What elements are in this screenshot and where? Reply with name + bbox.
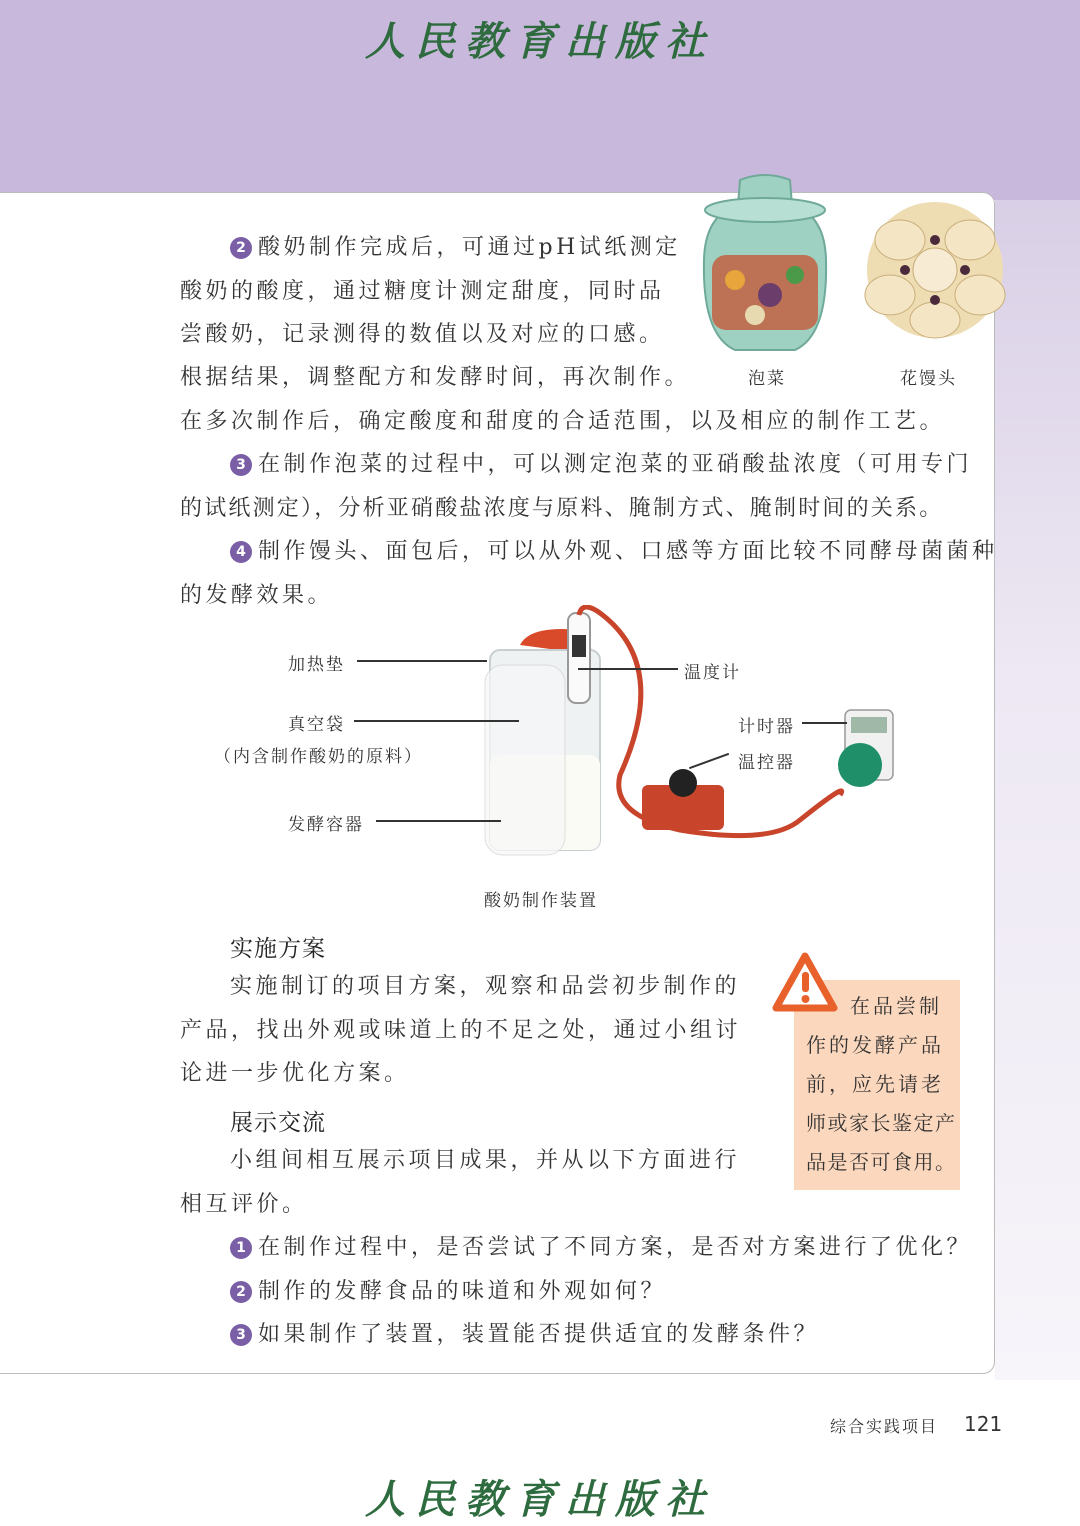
step2-line-2: 酸奶的酸度，通过糖度计测定甜度，同时品 bbox=[180, 279, 665, 304]
label-vacuum-bag: 真空袋 bbox=[288, 715, 345, 735]
evaluation-item-3: 3 如果制作了装置，装置能否提供适宜的发酵条件？ bbox=[230, 1313, 819, 1357]
item2-number-icon: 2 bbox=[230, 1281, 252, 1303]
page-number: 121 bbox=[964, 1412, 1003, 1436]
implementation-line-1: 实施制订的项目方案，观察和品尝初步制作的 bbox=[230, 974, 741, 999]
leader-vacuum-bag bbox=[354, 720, 519, 722]
label-thermostat: 温控器 bbox=[738, 753, 795, 773]
step2-line-4: 根据结果，调整配方和发酵时间，再次制作。 bbox=[180, 365, 691, 390]
label-heating-pad: 加热垫 bbox=[288, 655, 345, 675]
step2-line-3: 尝酸奶，记录测得的数值以及对应的口感。 bbox=[180, 322, 665, 347]
heading-showcase: 展示交流 bbox=[230, 1110, 326, 1136]
section-name: 综合实践项目 bbox=[830, 1417, 939, 1436]
step2-line-1: 2 酸奶制作完成后，可通过pH试纸测定 bbox=[230, 226, 681, 270]
evaluation-item-2: 2 制作的发酵食品的味道和外观如何？ bbox=[230, 1270, 666, 1314]
step4-number-icon: 4 bbox=[230, 541, 252, 563]
implementation-line-2: 产品，找出外观或味道上的不足之处，通过小组讨 bbox=[180, 1018, 742, 1043]
step3-line-2: 的试纸测定），分析亚硝酸盐浓度与原料、腌制方式、腌制时间的关系。 bbox=[180, 496, 944, 521]
side-band bbox=[995, 200, 1080, 1380]
leader-container bbox=[376, 820, 501, 822]
leader-thermometer bbox=[578, 668, 678, 670]
hua-mantou-image bbox=[850, 195, 1020, 345]
warning-line-4: 师或家长鉴定产 bbox=[806, 1111, 957, 1135]
label-container: 发酵容器 bbox=[288, 815, 364, 835]
evaluation-item-1: 1 在制作过程中，是否尝试了不同方案，是否对方案进行了优化？ bbox=[230, 1226, 972, 1270]
leader-timer bbox=[802, 722, 847, 724]
warning-line-2: 作的发酵产品 bbox=[806, 1033, 944, 1057]
yogurt-apparatus-image bbox=[470, 605, 900, 875]
paocai-caption: 泡菜 bbox=[748, 369, 786, 389]
step3-line-1: 3 在制作泡菜的过程中，可以测定泡菜的亚硝酸盐浓度（可用专门 bbox=[230, 443, 972, 487]
warning-line-3: 前，应先请老 bbox=[806, 1072, 944, 1096]
heading-implementation: 实施方案 bbox=[230, 936, 326, 962]
figure-caption: 酸奶制作装置 bbox=[484, 891, 598, 911]
step2-number-icon: 2 bbox=[230, 237, 252, 259]
warning-line-5: 品是否可食用。 bbox=[806, 1150, 957, 1174]
showcase-line-1: 小组间相互展示项目成果，并从以下方面进行 bbox=[230, 1148, 741, 1173]
label-vacuum-bag-note: （内含制作酸奶的原料） bbox=[214, 747, 423, 767]
showcase-line-2: 相互评价。 bbox=[180, 1192, 308, 1217]
item1-number-icon: 1 bbox=[230, 1237, 252, 1259]
paocai-jar-image bbox=[700, 170, 830, 360]
step4-line-2: 的发酵效果。 bbox=[180, 583, 334, 608]
step2-line-5: 在多次制作后，确定酸度和甜度的合适范围，以及相应的制作工艺。 bbox=[180, 409, 946, 434]
label-timer: 计时器 bbox=[738, 717, 795, 737]
item3-number-icon: 3 bbox=[230, 1324, 252, 1346]
warning-line-1: 在品尝制 bbox=[850, 994, 942, 1018]
publisher-watermark-bottom: 人民教育出版社 bbox=[365, 1476, 715, 1523]
publisher-watermark-top: 人民教育出版社 bbox=[365, 18, 715, 65]
step4-line-1: 4 制作馒头、面包后，可以从外观、口感等方面比较不同酵母菌菌种 bbox=[230, 530, 998, 574]
implementation-line-3: 论进一步优化方案。 bbox=[180, 1061, 410, 1086]
step3-number-icon: 3 bbox=[230, 454, 252, 476]
label-thermometer: 温度计 bbox=[684, 663, 741, 683]
warning-triangle-icon bbox=[772, 952, 838, 1014]
mantou-caption: 花馒头 bbox=[900, 369, 957, 389]
leader-heating-pad bbox=[357, 660, 487, 662]
